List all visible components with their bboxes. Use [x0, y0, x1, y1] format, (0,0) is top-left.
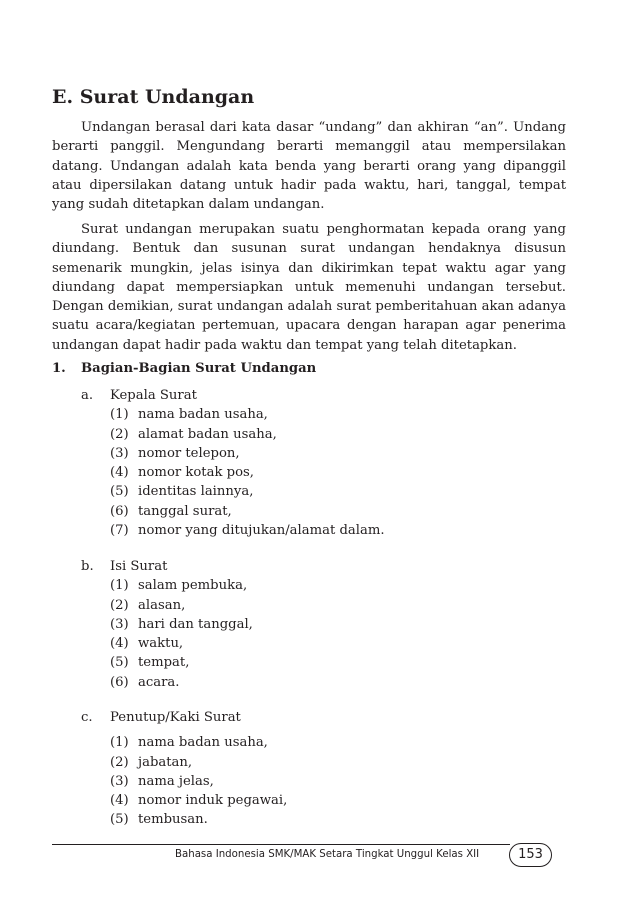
list-item: (4) waktu, — [110, 636, 184, 652]
list-item: (5) identitas lainnya, — [110, 484, 254, 500]
item-list — [110, 733, 287, 829]
list-item: (3) hari dan tanggal, — [110, 616, 253, 632]
list-group-isi-surat — [81, 557, 253, 692]
paragraph-1 — [52, 118, 566, 214]
list-item: (1) nama badan usaha, — [110, 735, 268, 751]
group-title: Penutup/Kaki Surat — [110, 710, 241, 725]
list-item: (1) nama badan usaha, — [110, 407, 268, 423]
list-item: (2) jabatan, — [110, 754, 193, 770]
list-item: (5) tempat, — [110, 655, 190, 671]
list-item: (6) acara. — [110, 674, 180, 690]
subsection-heading — [52, 361, 316, 376]
list-item: (2) alasan, — [110, 597, 186, 613]
group-title: Kepala Surat — [110, 388, 197, 403]
page-number-badge: 153 — [509, 843, 552, 867]
section-heading: E. Surat Undangan — [52, 86, 255, 108]
list-item: (2) alamat badan usaha, — [110, 426, 277, 442]
paragraph-text: Surat undangan merupakan suatu penghormatan kepada orang yang diundang. Bentuk dan susunan surat undangan hendaknya disusun semenarik mungkin, jelas isinya dan dikirimkan tepat waktu agar yang diundang dapat mempersiapkan untuk memenuhi undangan tersebut. Dengan demikian, surat undangan adalah surat pemberitahuan akan adanya suatu acara/kegiatan pertemuan, upacara dengan harapan agar penerima undangan dapat hadir pada waktu dan tempat yang telah ditetapkan. — [52, 222, 566, 353]
group-letter: a. — [81, 388, 94, 403]
paragraph-2 — [52, 220, 566, 355]
footer-divider — [52, 844, 510, 845]
subsection-number: 1. — [52, 361, 66, 376]
group-letter: c. — [81, 710, 93, 725]
list-item: (4) nomor induk pegawai, — [110, 793, 288, 809]
paragraph-text: Undangan berasal dari kata dasar “undang” dan akhiran “an”. Undang berarti panggil. Mengundang berarti memanggil atau mempersilakan datang. Undangan adalah kata benda yang berarti orang yang dipanggil atau dipersilakan datang untuk hadir pada waktu, hari, tanggal, tempat yang sudah ditetapkan dalam undangan. — [52, 120, 566, 213]
group-letter: b. — [81, 559, 94, 574]
item-list — [110, 576, 253, 692]
group-title: Isi Surat — [110, 559, 168, 574]
list-item: (1) salam pembuka, — [110, 578, 248, 594]
list-group-kepala-surat — [81, 386, 385, 540]
footer-book-title: Bahasa Indonesia SMK/MAK Setara Tingkat Unggul Kelas XII — [175, 849, 480, 860]
subsection-title: Bagian-Bagian Surat Undangan — [81, 361, 317, 376]
item-list — [110, 405, 385, 540]
list-group-penutup — [81, 708, 287, 830]
list-item: (7) nomor yang ditujukan/alamat dalam. — [110, 523, 385, 539]
list-item: (4) nomor kotak pos, — [110, 465, 254, 481]
list-item: (5) tembusan. — [110, 812, 208, 828]
list-item: (3) nama jelas, — [110, 773, 214, 789]
list-item: (6) tanggal surat, — [110, 503, 232, 519]
list-item: (3) nomor telepon, — [110, 445, 240, 461]
